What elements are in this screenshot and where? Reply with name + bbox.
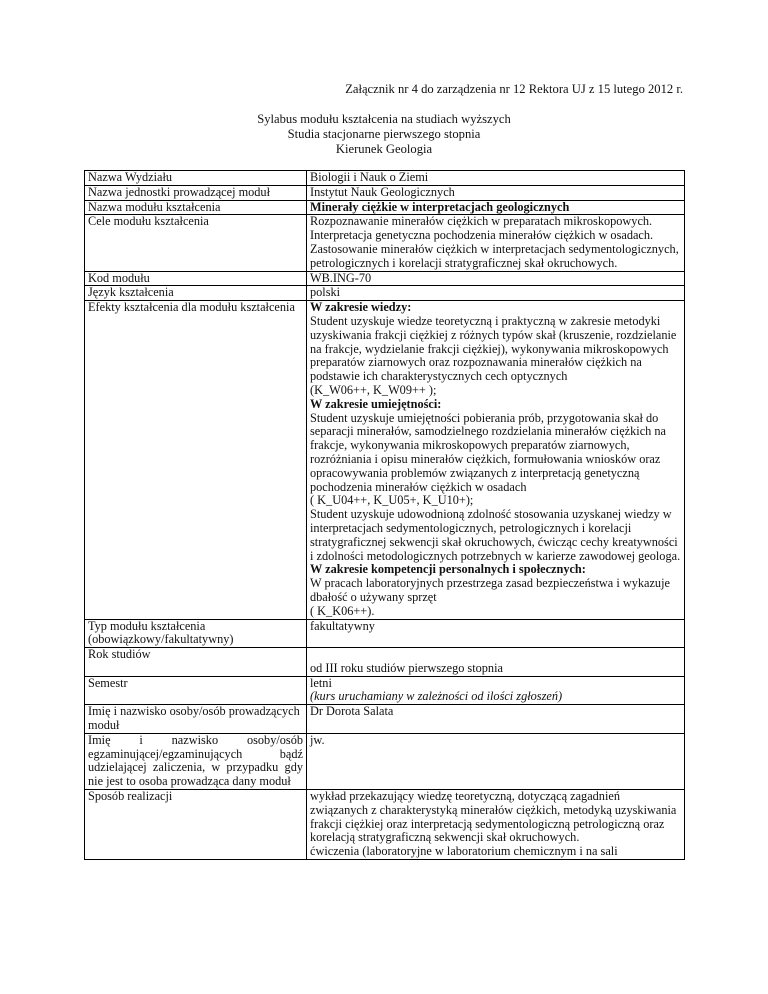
skills-codes: ( K_U04++, K_U05+, K_U10+); <box>310 493 474 508</box>
label-unit: Nazwa jednostki prowadzącej moduł <box>85 185 307 200</box>
competence-title: W zakresie kompetencji personalnych i społecznych: <box>310 562 586 577</box>
row-module-name <box>85 200 685 215</box>
heading-line-study-mode: Studia stacjonarne pierwszego stopnia <box>287 127 481 141</box>
label-examiners: Imię i nazwisko osoby/osób egzaminującej/egzaminujących bądź udzielającej zaliczenia, w przypadku gdy nie jest to osoba prowadząca dany moduł <box>85 733 307 789</box>
skills-text-2: Student uzyskuje udowodnioną zdolność stosowania uzyskanej wiedzy w interpretacjach sedymentologicznych, petrologicznych i korelacji stratygraficznej sekwencji skał okruchowych, ćwicząc cechy kreatywności i zdolności metodologicznych potrzebnych w karierze zawodowej geologa. <box>310 507 681 563</box>
label-faculty: Nazwa Wydziału <box>85 171 307 186</box>
label-year <box>85 648 307 677</box>
value-language: polski <box>307 286 685 301</box>
value-outcomes <box>307 301 685 619</box>
row-language <box>85 286 685 301</box>
value-unit: Instytut Nauk Geologicznych <box>307 185 685 200</box>
label-goals: Cele modułu kształcenia <box>85 215 307 271</box>
value-module-type: fakultatywny <box>307 619 685 648</box>
annex-reference: Załącznik nr 4 do zarządzenia nr 12 Rektora UJ z 15 lutego 2012 r. <box>345 82 683 96</box>
label-outcomes: Efekty kształcenia dla modułu kształcenia <box>85 301 307 619</box>
knowledge-codes: (K_W06++, K_W09++ ); <box>310 382 437 397</box>
label-module-name: Nazwa modułu kształcenia <box>85 200 307 215</box>
label-semester <box>85 676 307 705</box>
document-heading <box>0 112 768 157</box>
delivery-lecture-text: wykład przekazujący wiedzę teoretyczną, dotyczącą zagadnień związanych z charakterystyką minerałów ciężkich, metodyką uzyskiwania frakcji ciężkiej oraz interpretacją sedymentologiczną petrologiczną oraz korelacją stratygraficzną sekwencji skał okruchowych. <box>310 789 677 845</box>
value-year <box>307 648 685 677</box>
row-delivery <box>85 790 685 860</box>
value-module-name: Minerały ciężkie w interpretacjach geologicznych <box>307 200 685 215</box>
row-lecturers <box>85 705 685 734</box>
row-unit <box>85 185 685 200</box>
value-semester-text: letni <box>310 675 332 690</box>
label-semester-text: Semestr <box>88 675 128 690</box>
row-semester <box>85 676 685 705</box>
row-faculty <box>85 171 685 186</box>
row-goals <box>85 215 685 271</box>
row-outcomes <box>85 301 685 619</box>
competence-text: W pracach laboratoryjnych przestrzega zasad bezpieczeństwa i wykazuje dbałość o używany sprzęt <box>310 576 670 604</box>
delivery-exercises-text: ćwiczenia (laboratoryjne w laboratorium chemicznym i na sali <box>310 844 618 859</box>
skills-text: Student uzyskuje umiejętności pobierania prób, przygotowania skał do separacji minerałów, samodzielnego rozdzielania minerałów ciężkich na frakcje, wykonywania mikroskopowych preparatów ziarnowych, rozróżniania i opisu minerałów ciężkich, formułowania wniosków oraz opracowywania problemów związanych z interpretacją genetyczną pochodzenia minerałów ciężkich w osadach <box>310 410 666 494</box>
label-delivery: Sposób realizacji <box>85 790 307 860</box>
syllabus-table <box>84 170 685 860</box>
knowledge-title: W zakresie wiedzy: <box>310 300 412 315</box>
label-language: Język kształcenia <box>85 286 307 301</box>
value-goals: Rozpoznawanie minerałów ciężkich w preparatach mikroskopowych. Interpretacja genetyczna pochodzenia minerałów ciężkich w osadach. Zastosowanie minerałów ciężkich w interpretacjach sedymentologicznych, petrologicznych i korelacji stratygraficznej skał okruchowych. <box>307 215 685 271</box>
value-year-text: od III roku studiów pierwszego stopnia <box>310 660 503 675</box>
skills-title: W zakresie umiejętności: <box>310 396 442 411</box>
value-delivery <box>307 790 685 860</box>
knowledge-text: Student uzyskuje wiedze teoretyczną i praktyczną w zakresie metodyki uzyskiwania frakcji ciężkiej z różnych typów skał (kruszenie, rozdzielanie na frakcje, wydzielanie frakcji ciężkiej), wykonywania mikroskopowych preparatów ziarnowych oraz rozpoznawania minerałów ciężkich na podstawie ich charakterystycznych cech optycznych <box>310 313 677 384</box>
value-examiners: jw. <box>307 733 685 789</box>
row-examiners <box>85 733 685 789</box>
competence-codes: ( K_K06++). <box>310 603 375 618</box>
heading-line-syllabus: Sylabus modułu kształcenia na studiach wyższych <box>257 112 511 126</box>
value-code: WB.ING-70 <box>307 271 685 286</box>
label-year-text: Rok studiów <box>88 647 151 662</box>
label-lecturers: Imię i nazwisko osoby/osób prowadzących moduł <box>85 705 307 734</box>
row-module-type <box>85 619 685 648</box>
semester-note: (kurs uruchamiany w zależności od ilości zgłoszeń) <box>310 689 563 704</box>
row-code <box>85 271 685 286</box>
heading-line-field: Kierunek Geologia <box>335 142 433 156</box>
row-year <box>85 648 685 677</box>
value-faculty: Biologii i Nauk o Ziemi <box>307 171 685 186</box>
label-module-type: Typ modułu kształcenia (obowiązkowy/fakultatywny) <box>85 619 307 648</box>
label-code: Kod modułu <box>85 271 307 286</box>
value-lecturers: Dr Dorota Salata <box>307 705 685 734</box>
value-semester <box>307 676 685 705</box>
